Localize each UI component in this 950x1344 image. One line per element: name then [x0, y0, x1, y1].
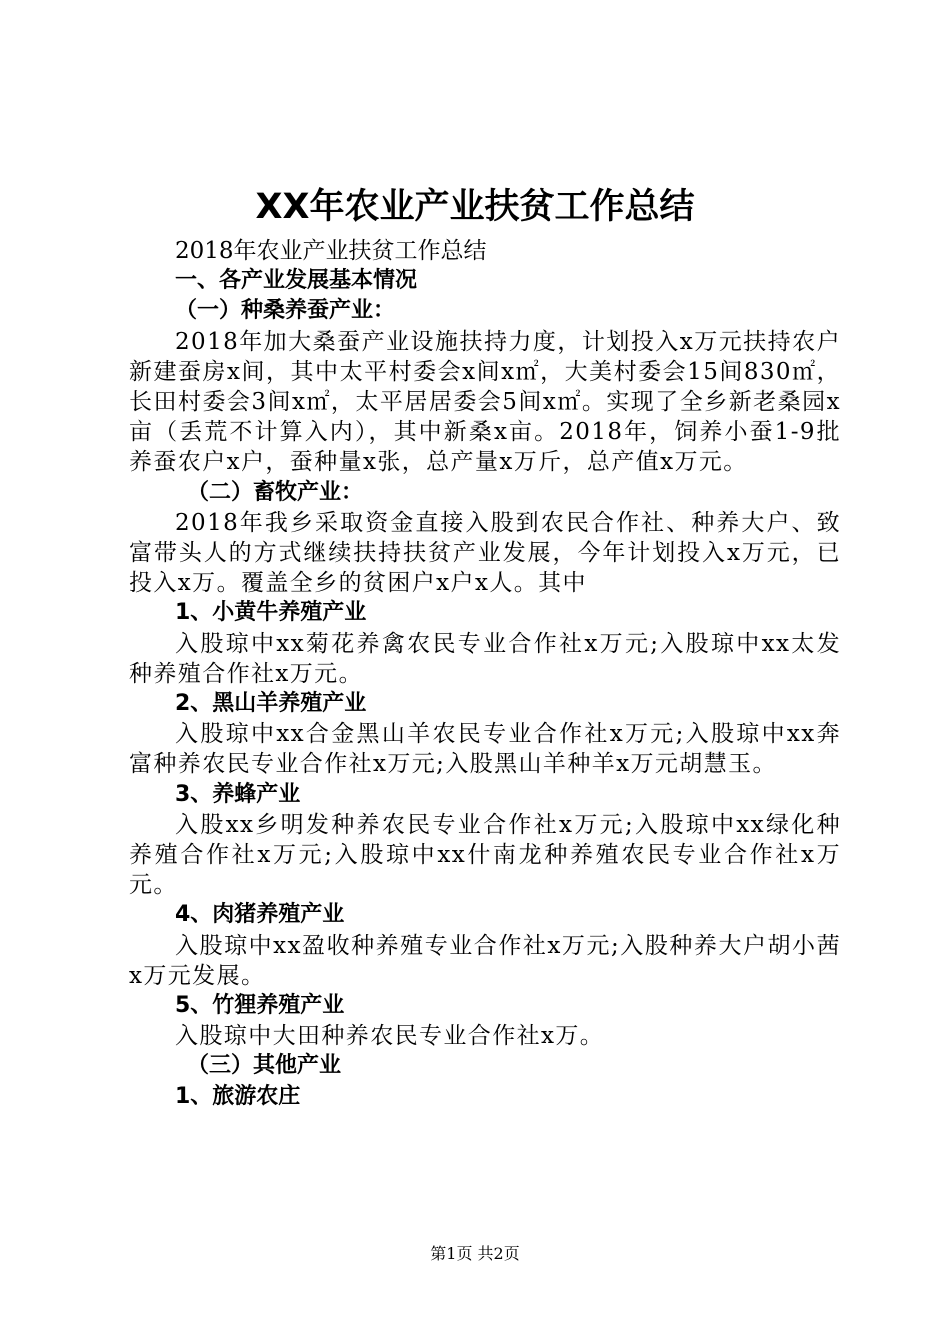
paragraph-livestock: 2018年我乡采取资金直接入股到农民合作社、种养大户、致富带头人的方式继续扶持扶贫产业发展，今年计划投入x万元，已投入x万。覆盖全乡的贫困户x户x人。其中 — [129, 509, 841, 597]
paragraph-goat: 入股琼中xx合金黑山羊农民专业合作社x万元;入股琼中xx奔富种养农民专业合作社x万元;入股黑山羊种羊x万元胡慧玉。 — [129, 721, 841, 778]
document-subtitle: 2018年农业产业扶贫工作总结 — [175, 238, 487, 264]
paragraph-sericulture: 2018年加大桑蚕产业设施扶持力度，计划投入x万元扶持农户新建蚕房x间，其中太平村委会x间x㎡，大美村委会15间830㎡，长田村委会3间x㎡，太平居居委会5间x㎡。实现了全乡新老桑园x亩（丢荒不计算入内），其中新桑x亩。2018年，饲养小蚕1-9批养蚕农户x户，蚕种量x张，总产量x万斤，总产值x万元。 — [129, 328, 841, 476]
subsection-heading-2: （二）畜牧产业： — [187, 479, 364, 505]
item-heading-cattle: 1、小黄牛养殖产业 — [175, 600, 367, 626]
paragraph-bee: 入股xx乡明发种养农民专业合作社x万元;入股琼中xx绿化种养殖合作社x万元;入股琼中xx什南龙种养殖农民专业合作社x万元。 — [129, 811, 841, 899]
item-heading-tourism-farm: 1、旅游农庄 — [175, 1083, 301, 1109]
section-heading-1: 一、各产业发展基本情况 — [175, 268, 418, 294]
document-body — [129, 236, 841, 1112]
document-title: XX年农业产业扶贫工作总结 — [255, 187, 695, 227]
paragraph-cattle: 入股琼中xx菊花养禽农民专业合作社x万元;入股琼中xx太发种养殖合作社x万元。 — [129, 630, 841, 687]
subsection-heading-1: （一）种桑养蚕产业： — [175, 298, 396, 324]
item-heading-goat: 2、黑山羊养殖产业 — [175, 691, 367, 717]
subsection-heading-3: （三）其他产业 — [187, 1053, 342, 1079]
item-heading-pig: 4、肉猪养殖产业 — [175, 902, 345, 928]
item-heading-bamboo-rat: 5、竹狸养殖产业 — [175, 993, 345, 1019]
paragraph-bamboo-rat: 入股琼中大田种养农民专业合作社x万。 — [175, 1023, 605, 1050]
item-heading-bee: 3、养蜂产业 — [175, 781, 301, 807]
page-number: 第1页 共2页 — [430, 1244, 520, 1263]
paragraph-pig: 入股琼中xx盈收种养殖专业合作社x万元;入股种养大户胡小茜x万元发展。 — [129, 932, 841, 989]
